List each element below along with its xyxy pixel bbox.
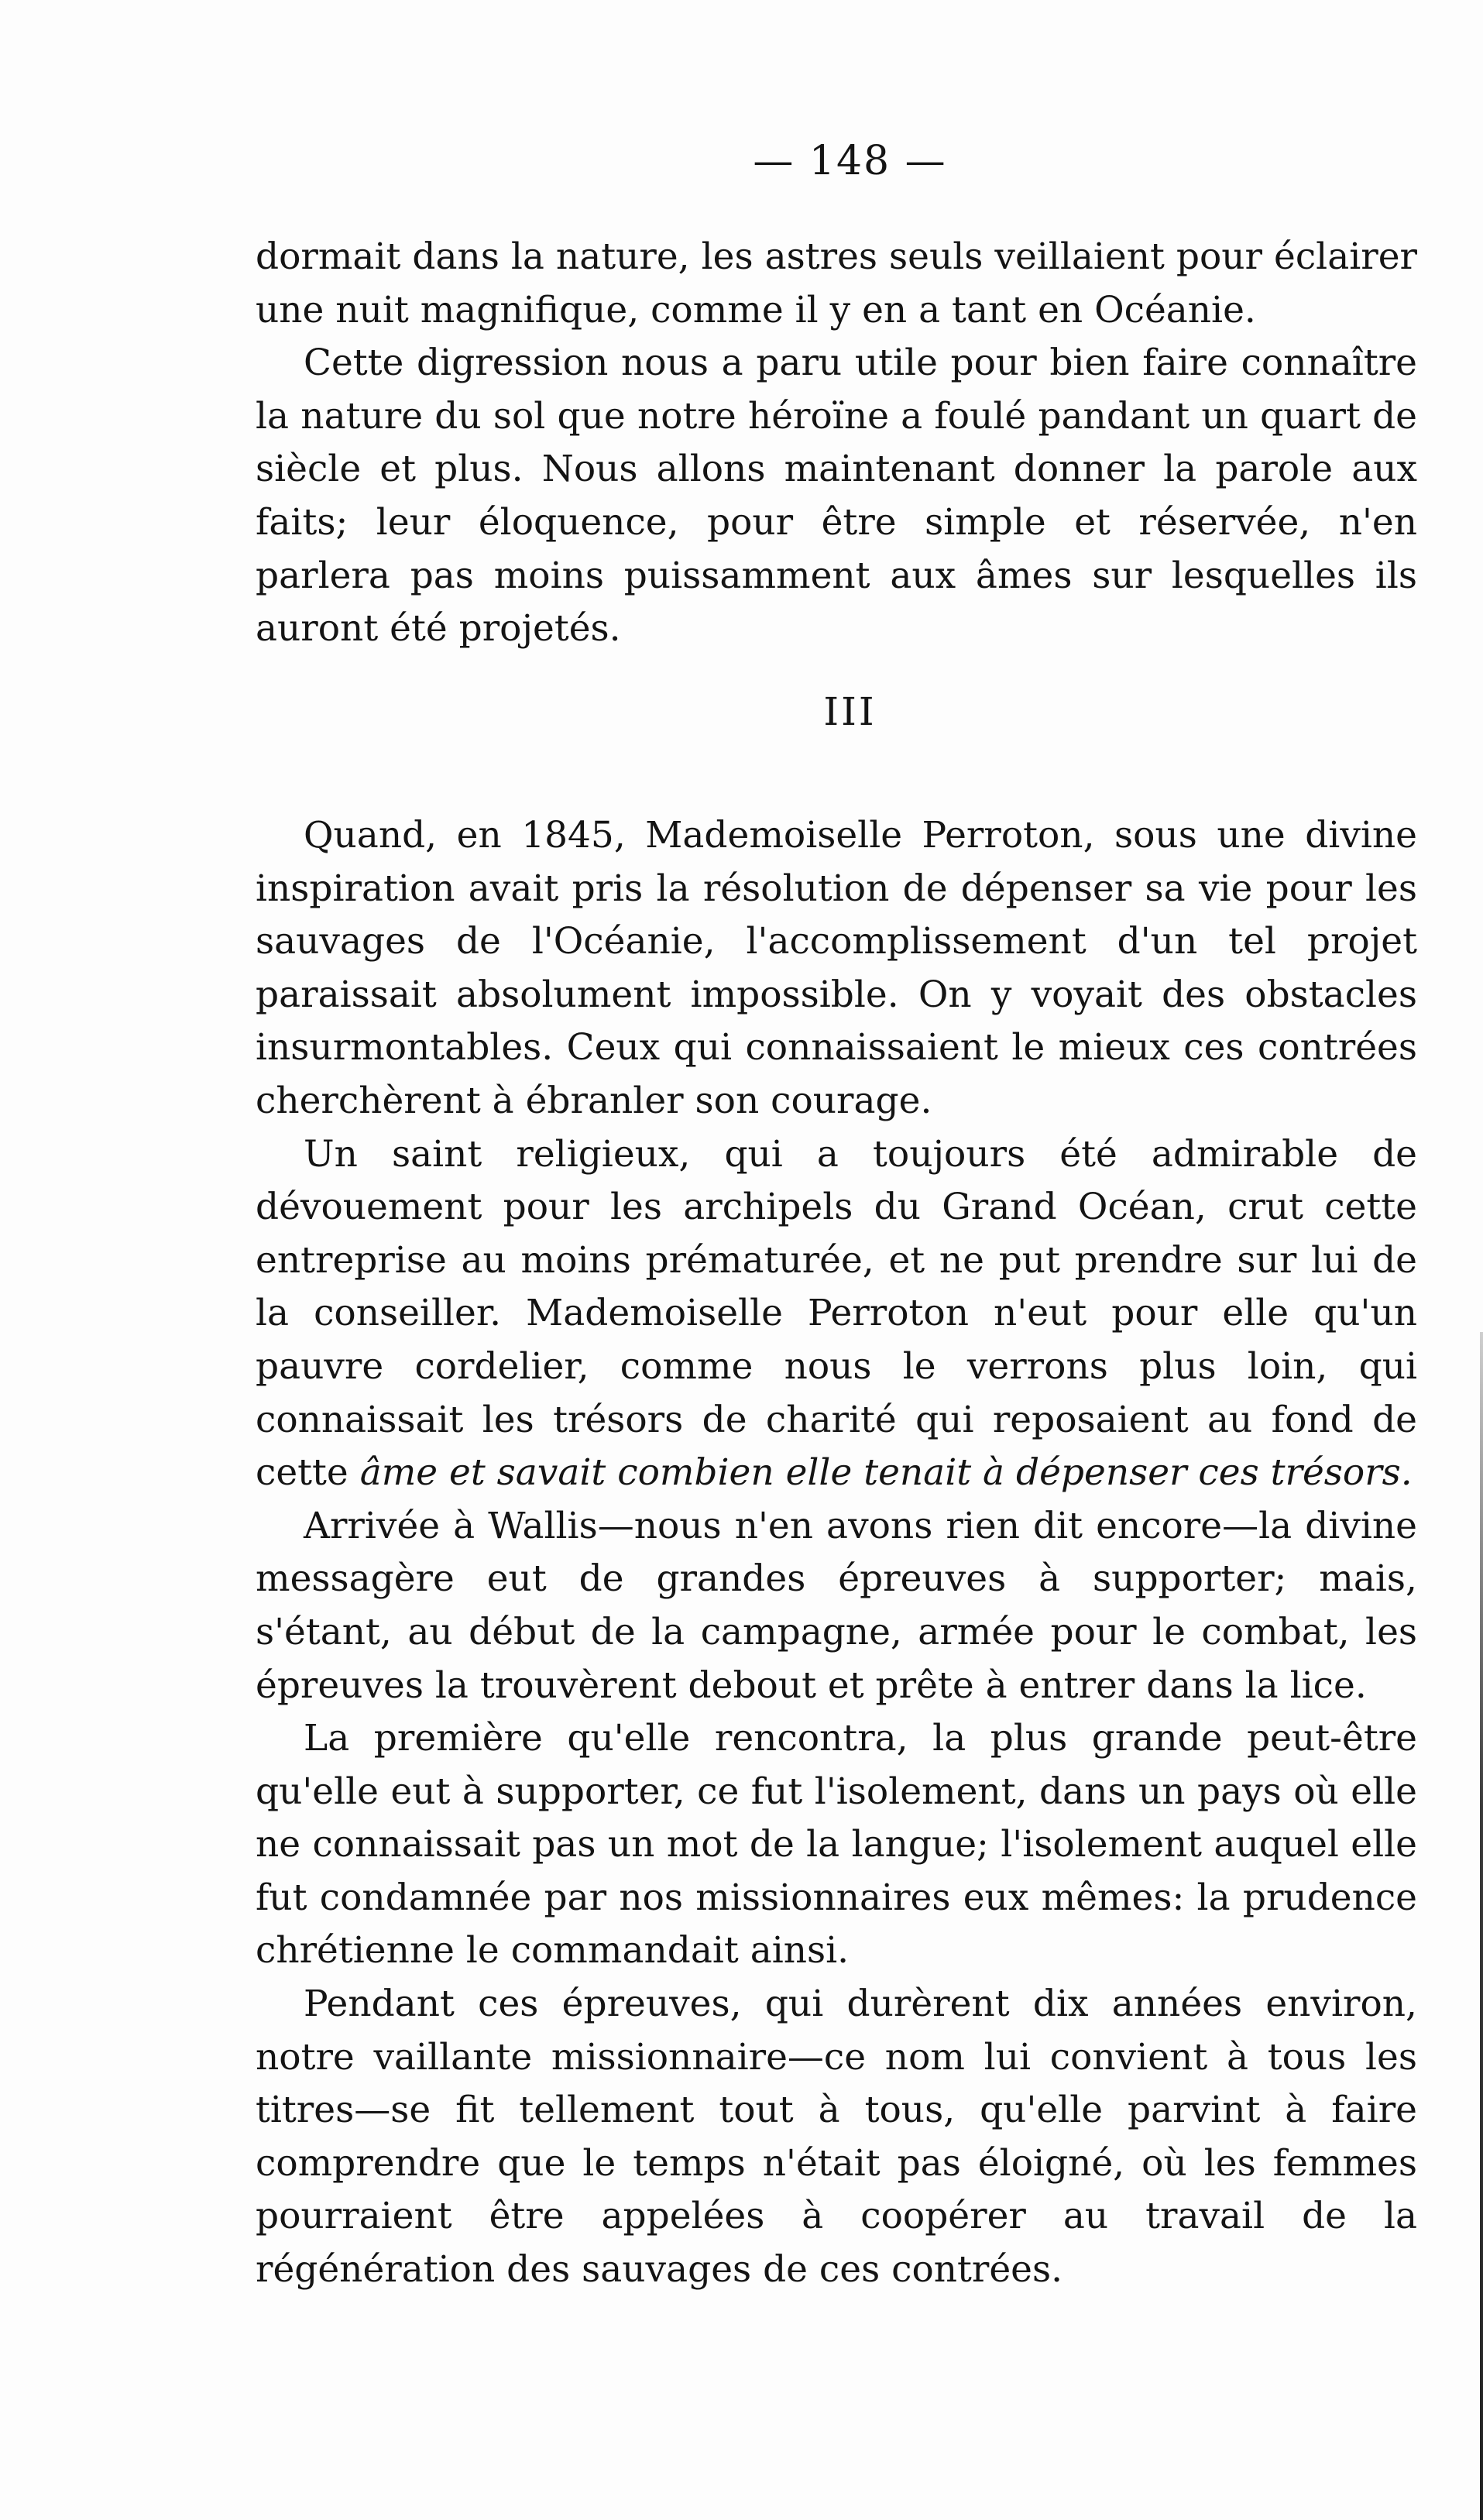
paragraph-religieux-text: Un saint religieux, qui a toujours été admirable de dévouement pour les archipels du Grand Océan, crut cette entreprise au moins prématurée, et ne put prendre sur lui de la conseiller. Mademoiselle Perroton n'eut pour elle qu'un pauvre cordelier, comme nous le verrons plus loin, qui connaissait les trésors de charité qui reposaient au fond de cette — [256, 1132, 1417, 1495]
opening-text — [256, 231, 1417, 656]
paragraph-wallis: Arrivée à Wallis—nous n'en avons rien dit encore—la divine messagère eut de grandes épreuves à supporter; mais, s'étant, au début de la campagne, armée pour le combat, les épreuves la trouvèrent debout et prête à entrer dans la lice. — [256, 1504, 1417, 1707]
paragraph-digression: Cette digression nous a paru utile pour bien faire connaître la nature du sol que notre héroïne a foulé pandant un quart de siècle et plus. Nous allons maintenant donner la parole aux faits; leur éloquence, pour être simple et réservée, n'en parlera pas moins puissamment aux âmes sur lesquelles ils auront été projetés. — [256, 342, 1417, 651]
paragraph-epreuves: Pendant ces épreuves, qui durèrent dix années environ, notre vaillante missionnaire—ce nom lui convient à tous les titres—se fit tellement tout à tous, qu'elle parvint à faire comprendre que le temps n'était pas éloigné, où les femmes pourraient être appelées à coopérer au travail de la régénération des sauvages de ces contrées. — [256, 1983, 1417, 2292]
paragraph-1845: Quand, en 1845, Mademoiselle Perroton, sous une divine inspiration avait pris la résolution de dépenser sa vie pour les sauvages de l'Océanie, l'accomplissement d'un tel projet paraissait absolument impossible. On y voyait des obstacles insurmontables. Ceux qui connaissaient le mieux ces contrées cherchèrent à ébranler son courage. — [256, 814, 1417, 1122]
paragraph-religieux — [256, 1128, 1417, 1500]
page-edge-shadow — [1480, 1332, 1483, 2520]
page-number: — 148 — — [753, 138, 947, 184]
paragraph-isolement: La première qu'elle rencontra, la plus grande peut-être qu'elle eut à supporter, ce fut l'isolement, dans un pays où elle ne connaissait pas un mot de la langue; l'isolement auquel elle fut condamnée par nos missionnaires eux mêmes: la prudence chrétienne le commandait ainsi. — [256, 1717, 1417, 1972]
paragraph-continuation: dormait dans la nature, les astres seuls veillaient pour éclairer une nuit magnifique, comme il y en a tant en Océanie. — [256, 235, 1417, 331]
paragraph-religieux-italic: âme et savait combien elle tenait à dépenser ces trésors. — [359, 1451, 1413, 1495]
section-heading: III — [823, 689, 877, 734]
section-text — [256, 809, 1417, 2297]
